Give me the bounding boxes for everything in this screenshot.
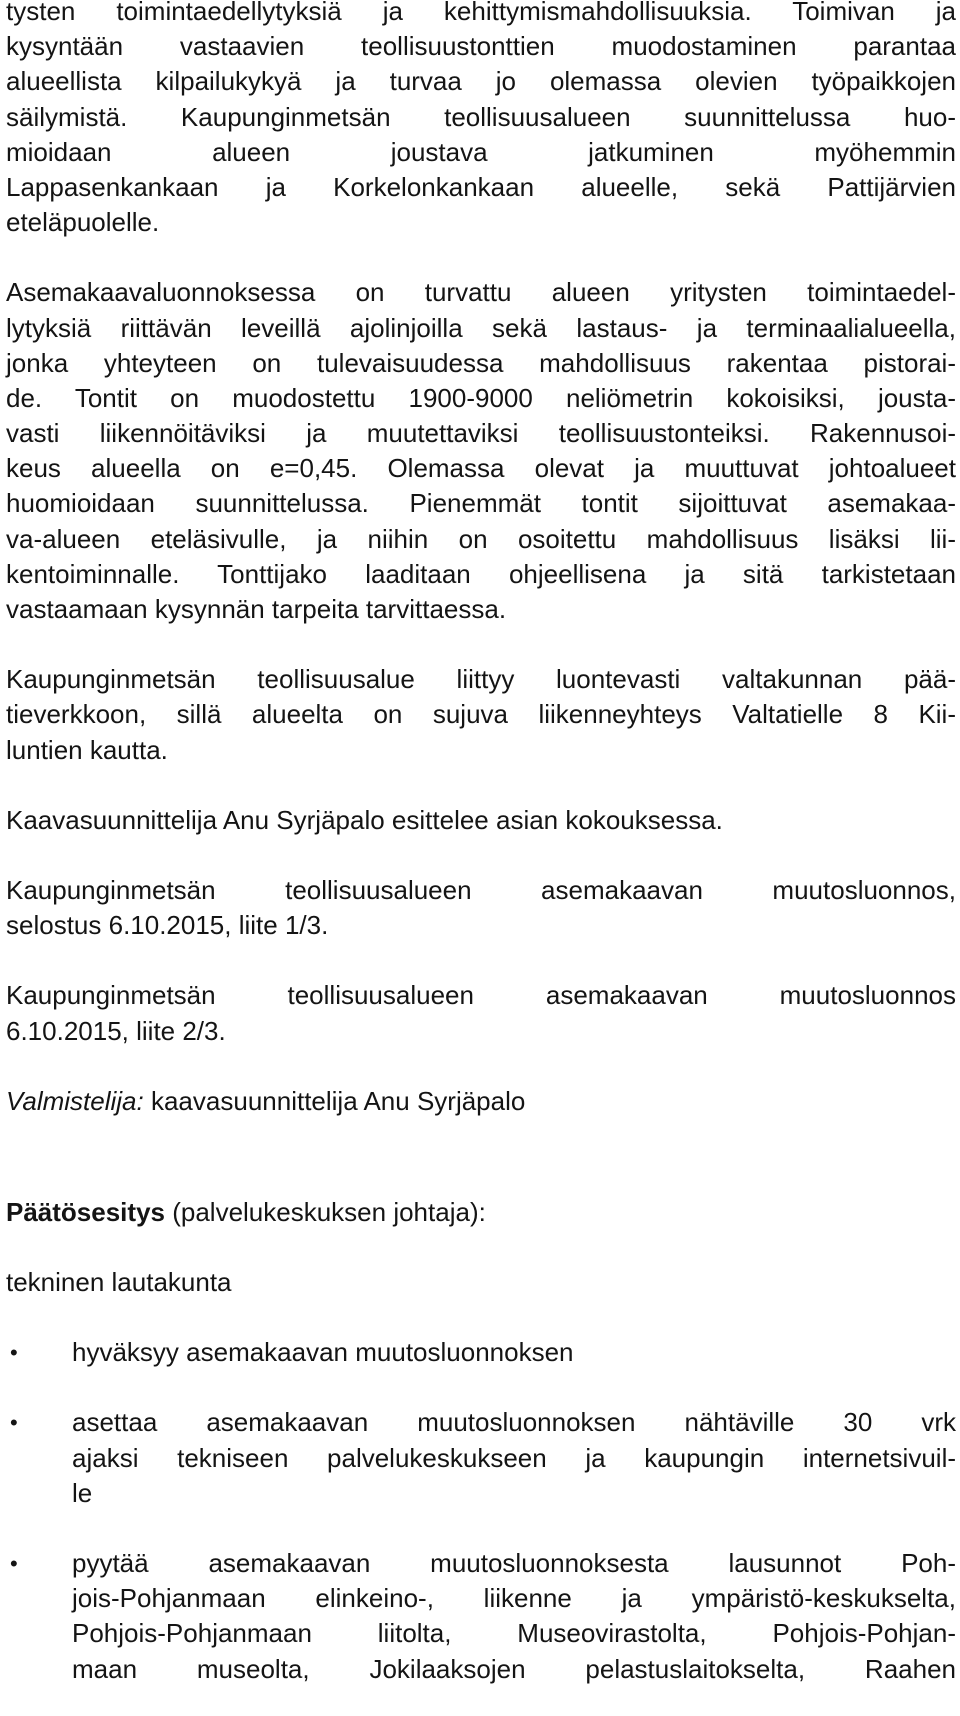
- document-page: [6, 0, 956, 1687]
- spacer: [6, 1230, 956, 1265]
- spacer: [6, 943, 956, 978]
- spacer: [6, 1049, 956, 1084]
- bullet-icon: •: [10, 1551, 18, 1577]
- text-line: mioidaan alueen joustava jatkuminen myöhemmin: [6, 136, 956, 167]
- decision-body: tekninen lautakunta: [6, 1267, 232, 1298]
- text-line: Kaupunginmetsän teollisuusalue liittyy luontevasti valtakunnan pää-: [6, 664, 956, 695]
- text-line: ajaksi tekniseen palvelukeskukseen ja kaupungin internetsivuil-: [72, 1442, 956, 1473]
- text-line: Lappasenkankaan ja Korkelonkankaan alueelle, sekä Pattijärvien: [6, 171, 956, 202]
- text-line: Kaupunginmetsän teollisuusalueen asemakaavan muutosluonnos,: [6, 874, 956, 905]
- text-line: maan museolta, Jokilaaksojen pelastuslaitokselta, Raahen: [72, 1653, 956, 1684]
- list-item: [6, 1335, 956, 1370]
- text-line: eteläpuolelle.: [6, 207, 160, 238]
- attachment-reference-1: [6, 873, 956, 943]
- text-line: tysten toimintaedellytyksiä ja kehittymismahdollisuuksia. Toimivan ja: [6, 0, 956, 26]
- text-line: lytyksiä riittävän leveillä ajolinjoilla sekä lastaus- ja terminaalialueella,: [6, 312, 956, 343]
- text-line: tieverkkoon, sillä alueelta on sujuva liikenneyhteys Valtatielle 8 Kii-: [6, 699, 956, 730]
- spacer: [6, 838, 956, 873]
- list-item-text: [72, 1335, 956, 1370]
- text-line: jonka yhteyteen on tulevaisuudessa mahdollisuus rakentaa pistorai-: [6, 347, 956, 378]
- text-line: säilymistä. Kaupunginmetsän teollisuusalueen suunnittelussa huo-: [6, 101, 956, 132]
- list-item-text: [72, 1405, 956, 1511]
- proposal-label: Päätösesitys: [6, 1196, 165, 1227]
- paragraph-plan-description: [6, 275, 956, 627]
- text-line: Kaupunginmetsän teollisuusalueen asemakaavan muutosluonnos: [6, 980, 956, 1011]
- spacer: [6, 1511, 956, 1546]
- text-line: kentoiminnalle. Tonttijako laaditaan ohjeellisena ja sitä tarkistetaan: [6, 558, 956, 589]
- preparer-value: kaavasuunnittelija Anu Syrjäpalo: [143, 1085, 526, 1116]
- text-line: va-alueen eteläsivulle, ja niihin on osoitettu mahdollisuus lisäksi lii-: [6, 523, 956, 554]
- spacer: [6, 1300, 956, 1335]
- list-item-text: [72, 1546, 956, 1687]
- decision-list: [6, 1335, 956, 1687]
- proposal-heading: [6, 1195, 956, 1230]
- spacer: [6, 768, 956, 803]
- paragraph-intro: [6, 0, 956, 240]
- attachment-reference-2: [6, 978, 956, 1048]
- preparer-label: Valmistelija:: [6, 1085, 144, 1116]
- paragraph-presenter: Kaavasuunnittelija Anu Syrjäpalo esittelee asian kokouksessa.: [6, 804, 723, 835]
- spacer: [6, 1370, 956, 1405]
- bullet-icon: •: [10, 1340, 18, 1366]
- text-line: alueellista kilpailukykyä ja turvaa jo olemassa olevien työpaikkojen: [6, 66, 956, 97]
- spacer: [6, 1119, 956, 1195]
- text-line: vasti liikennöitäviksi ja muutettaviksi teollisuustonteiksi. Rakennusoi-: [6, 418, 956, 449]
- text-line: selostus 6.10.2015, liite 1/3.: [6, 910, 329, 941]
- text-line: 6.10.2015, liite 2/3.: [6, 1015, 226, 1046]
- spacer: [6, 627, 956, 662]
- spacer: [6, 240, 956, 275]
- text-line: huomioidaan suunnittelussa. Pienemmät tontit sijoittuvat asemakaa-: [6, 488, 956, 519]
- list-item: [6, 1405, 956, 1511]
- text-line: hyväksyy asemakaavan muutosluonnoksen: [72, 1337, 574, 1368]
- list-item: [6, 1546, 956, 1687]
- text-line: keus alueella on e=0,45. Olemassa olevat ja muuttuvat johtoalueet: [6, 453, 956, 484]
- text-line: asettaa asemakaavan muutosluonnoksen nähtäville 30 vrk: [72, 1407, 956, 1438]
- text-line: de. Tontit on muodostettu 1900-9000 neliömetrin kokoisiksi, jousta-: [6, 382, 956, 413]
- text-line: kysyntään vastaavien teollisuustonttien muodostaminen parantaa: [6, 31, 956, 62]
- proposal-suffix: (palvelukeskuksen johtaja):: [164, 1196, 486, 1227]
- text-line: vastaamaan kysynnän tarpeita tarvittaessa.: [6, 594, 507, 624]
- text-line: Asemakaavaluonnoksessa on turvattu alueen yritysten toimintaedel-: [6, 277, 956, 308]
- preparer-line: [6, 1084, 956, 1119]
- paragraph-traffic-connection: [6, 662, 956, 768]
- bullet-icon: •: [10, 1410, 18, 1436]
- text-line: le: [72, 1477, 93, 1508]
- text-line: luntien kautta.: [6, 734, 168, 765]
- text-line: Pohjois-Pohjanmaan liitolta, Museovirastolta, Pohjois-Pohjan-: [72, 1618, 956, 1649]
- text-line: pyytää asemakaavan muutosluonnoksesta lausunnot Poh-: [72, 1548, 956, 1579]
- text-line: jois-Pohjanmaan elinkeino-, liikenne ja ympäristö-keskukselta,: [72, 1583, 956, 1614]
